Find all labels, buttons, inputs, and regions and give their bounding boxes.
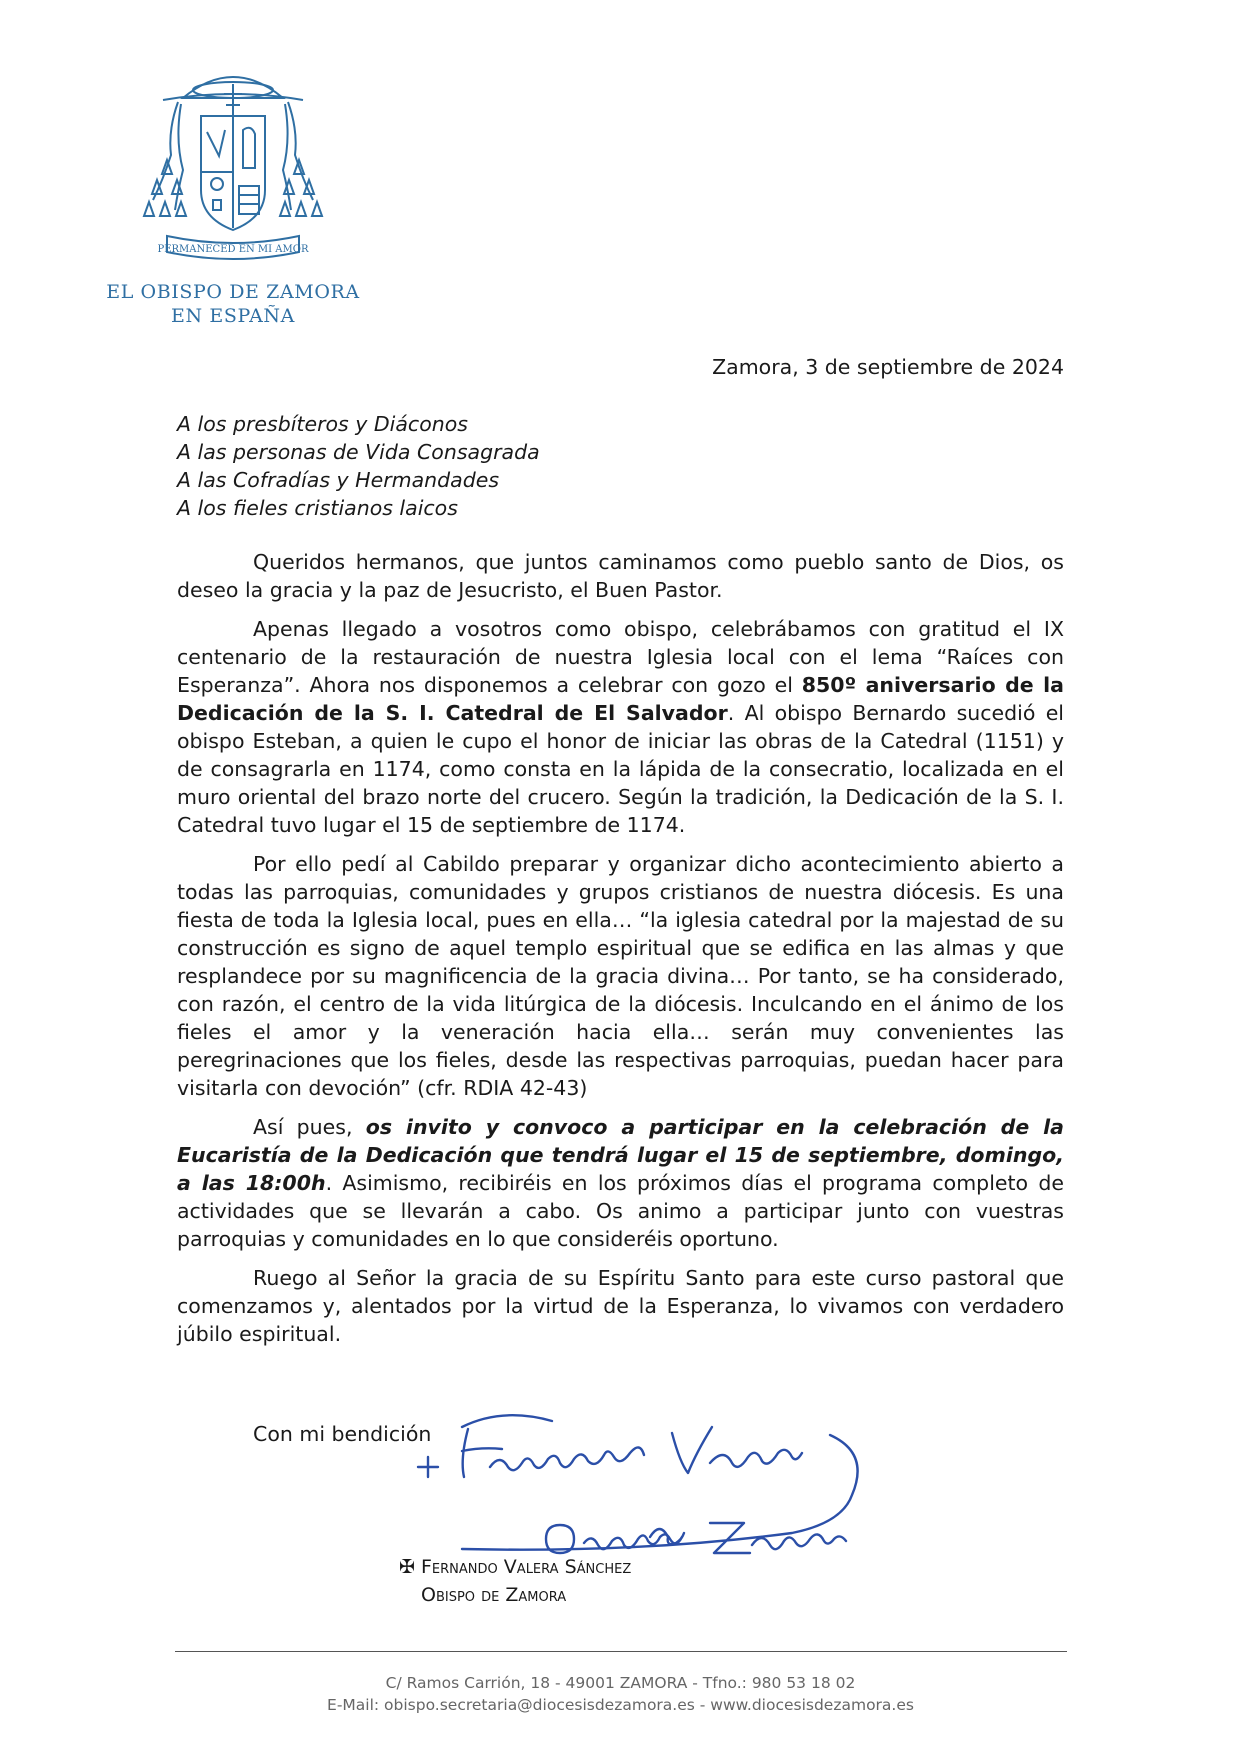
paragraph-text: Por ello pedí al Cabildo preparar y organizar dicho acontecimiento abierto a todas las parroquias, comunidades y grupos cristianos de nuestra diócesis. Es una fiesta de toda la Iglesia local, pues en ella… “la iglesia catedral por la majestad de su construcción es signo de aquel templo espiritual que se edifica en las almas y que resplandece por su magnificencia de la gracia divina… Por tanto, se ha considerado, con razón, el centro de la vida litúrgica de la diócesis. Inculcando en el ánimo de los fieles el amor y la veneración hacia ella… serán muy convenientes las peregrinaciones que los fieles, desde las respectivas parroquias, puedan hacer para visitarla con devoción” (cfr. RDIA 42-43) — [177, 852, 1064, 1100]
paragraph-invitation — [177, 1113, 1064, 1253]
paragraph-text: Queridos hermanos, que juntos caminamos como pueblo santo de Dios, os deseo la gracia y la paz de Jesucristo, el Buen Pastor. — [177, 550, 1064, 602]
letter-footer — [0, 1672, 1241, 1716]
handwritten-signature — [410, 1405, 970, 1570]
footer-contact: E-Mail: obispo.secretaria@diocesisdezamora.es - www.diocesisdezamora.es — [327, 1696, 914, 1714]
paragraph-greeting — [177, 548, 1064, 604]
addressee-list — [177, 410, 540, 522]
footer-divider — [175, 1651, 1067, 1652]
invitation-highlight: os invito y convoco a participar en la celebración de la Eucaristía de la Dedicación que tendrá lugar el 15 de septiembre, domingo, a las 18:00h — [177, 1115, 1064, 1195]
addressee-line: A los presbíteros y Diáconos — [177, 412, 468, 436]
issuer-title — [88, 280, 378, 328]
episcopal-coat-of-arms-logo — [123, 60, 343, 278]
issuer-line-2: EN ESPAÑA — [171, 305, 295, 327]
addressee-line: A los fieles cristianos laicos — [177, 496, 458, 520]
letterhead — [88, 60, 378, 328]
paragraph-text: . Asimismo, recibiréis en los próximos días el programa completo de actividades que se llevarán a cabo. Os animo a participar junto con vuestras parroquias y comunidades en lo que consideréis oportuno. — [177, 1171, 1064, 1251]
addressee-line: A las Cofradías y Hermandades — [177, 468, 500, 492]
signatory-name: Fernando Valera Sánchez — [421, 1556, 632, 1578]
addressee-line: A las personas de Vida Consagrada — [177, 440, 540, 464]
closing-salutation: Con mi bendición — [253, 1422, 432, 1446]
paragraph-text: Así pues, — [253, 1115, 366, 1139]
paragraph-text: . Al obispo Bernardo sucedió el obispo Esteban, a quien le cupo el honor de iniciar las obras de la Catedral (1151) y de consagrarla en 1174, como consta en la lápida de la consecratio, localizada en el muro oriental del brazo norte del crucero. Según la tradición, la Dedicación de la S. I. Catedral tuvo lugar el 15 de septiembre de 1174. — [177, 701, 1064, 837]
letter-body — [177, 548, 1064, 1359]
signatory-name-line — [399, 1553, 631, 1581]
letter-date: Zamora, 3 de septiembre de 2024 — [712, 355, 1064, 379]
issuer-line-1: EL OBISPO DE ZAMORA — [106, 281, 360, 303]
signatory-title: Obispo de Zamora — [421, 1584, 567, 1606]
episcopal-cross-icon: ✠ — [399, 1556, 415, 1578]
paragraph-text: Ruego al Señor la gracia de su Espíritu Santo para este curso pastoral que comenzamos y, alentados por la virtud de la Esperanza, lo vivamos con verdadero júbilo espiritual. — [177, 1266, 1064, 1346]
paragraph-cathedral — [177, 850, 1064, 1102]
motto-text: PERMANECED EN MI AMOR — [157, 244, 309, 255]
footer-address: C/ Ramos Carrión, 18 - 49001 ZAMORA - Tfno.: 980 53 18 02 — [385, 1674, 856, 1692]
paragraph-text: Apenas llegado a vosotros como obispo, celebrábamos con gratitud el IX centenario de la restauración de nuestra Iglesia local con el lema “Raíces con Esperanza”. Ahora nos disponemos a celebrar con gozo el — [177, 617, 1064, 697]
signatory-block — [399, 1553, 631, 1609]
paragraph-prayer — [177, 1264, 1064, 1348]
paragraph-anniversary — [177, 615, 1064, 839]
anniversary-highlight: 850º aniversario de la Dedicación de la S. I. Catedral de El Salvador — [177, 673, 1064, 725]
